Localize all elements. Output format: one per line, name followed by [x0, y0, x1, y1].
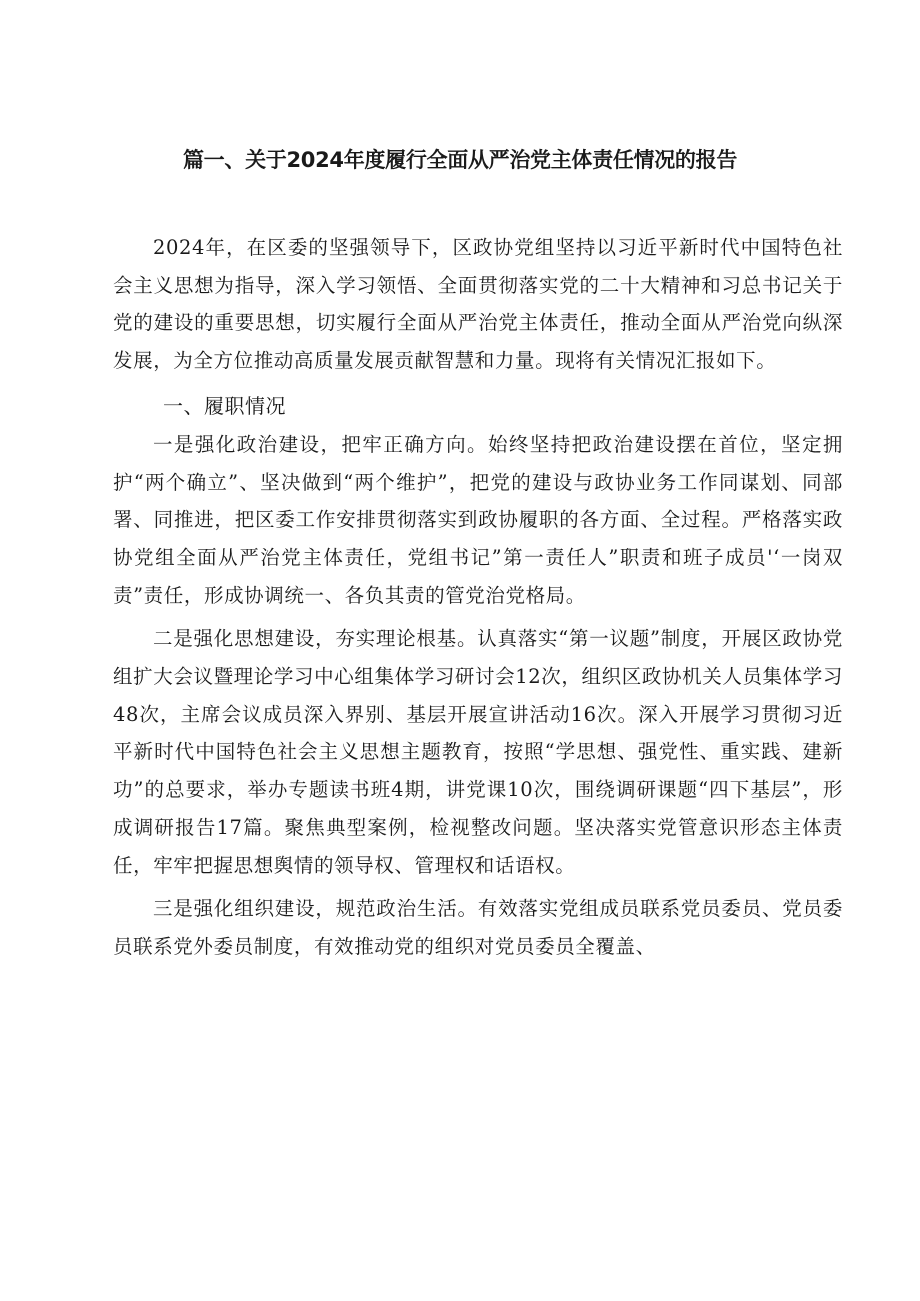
section-heading: 一、履职情况: [163, 393, 286, 418]
paragraph-political: 一是强化政治建设，把牢正确方向。始终坚持把政治建设摆在首位，坚定拥护“两个确立”、坚决做到“两个维护”，把党的建设与政协业务工作同谋划、同部署、同推进，把区委工作安排贯彻落实到政协履职的各方面、全过程。严格落实政协党组全面从严治党主体责任，党组书记”第一责任人”职责和班子成员'‘一岗双责”责任，形成协调统一、各负其责的管党治党格局。: [113, 432, 843, 607]
paragraph-ideological: 二是强化思想建设，夯实理论根基。认真落实“第一议题”制度，开展区政协党组扩大会议暨理论学习中心组集体学习研讨会12次，组织区政协机关人员集体学习48次，主席会议成员深入界别、基层开展宣讲活动16次。深入开展学习贯彻习近平新时代中国特色社会主义思想主题教育，按照“学思想、强党性、重实践、建新功”的总要求，举办专题读书班4期，讲党课10次，围绕调研课题“四下基层”，形成调研报告17篇。聚焦典型案例，检视整改问题。坚决落实党管意识形态主体责任，牢牢把握思想舆情的领导权、管理权和话语权。: [113, 627, 843, 877]
paragraph-organizational: 三是强化组织建设，规范政治生活。有效落实党组成员联系党员委员、党员委员联系党外委员制度，有效推动党的组织对党员委员全覆盖、: [113, 897, 843, 958]
document-body: [113, 229, 843, 966]
intro-paragraph: 2024年，在区委的坚强领导下，区政协党组坚持以习近平新时代中国特色社会主义思想为指导，深入学习领悟、全面贯彻落实党的二十大精神和习总书记关于党的建设的重要思想，切实履行全面从严治党主体责任，推动全面从严治党向纵深发展，为全方位推动高质量发展贡献智慧和力量。现将有关情况汇报如下。: [113, 236, 843, 373]
document-title: 篇一、关于2024年度履行全面从严治党主体责任情况的报告: [182, 148, 738, 172]
